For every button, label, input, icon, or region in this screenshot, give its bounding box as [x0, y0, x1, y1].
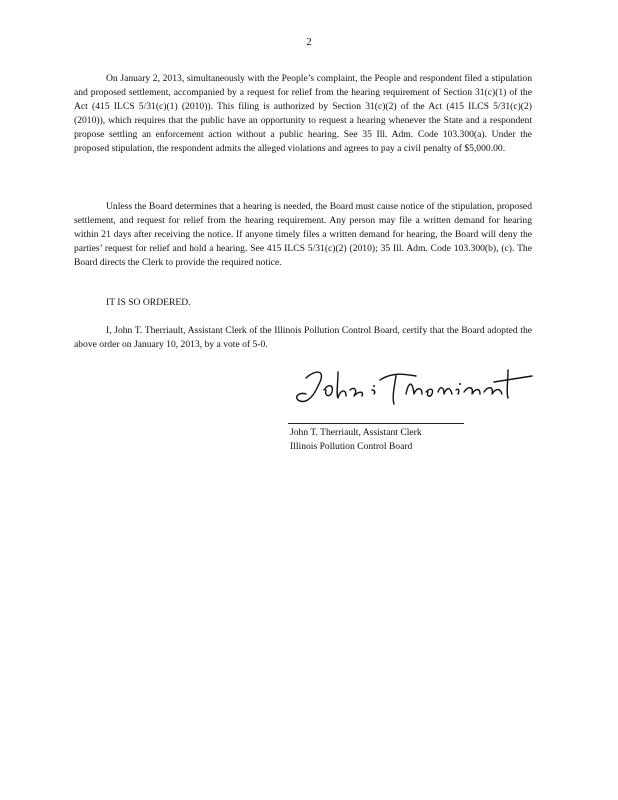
- signature-line: [288, 423, 464, 424]
- signer-organization: Illinois Pollution Control Board: [290, 440, 413, 452]
- paragraph-certification: I, John T. Therriault, Assistant Clerk of the Illinois Pollution Control Board, certify that the Board adopted the above order on January 10, 2013, by a vote of 5-0.: [74, 325, 532, 350]
- signer-name: John T. Therriault, Assistant Clerk: [290, 427, 422, 438]
- page-number: 2: [306, 36, 312, 48]
- paragraph-so-ordered: IT IS SO ORDERED.: [106, 297, 191, 308]
- signer-block: [290, 426, 490, 453]
- signature-icon: [288, 360, 538, 422]
- handwritten-signature: [288, 360, 538, 422]
- paragraph-notice: Unless the Board determines that a hearing is needed, the Board must cause notice of the stipulation, proposed settlement, and request for relief from the hearing requirement. Any person may file a written demand for hearing within 21 days after receiving the notice. If anyone timely files a written demand for hearing, the Board will deny the parties’ request for relief and hold a hearing. See 415 ILCS 5/31(c)(2) (2010); 35 Ill. Adm. Code 103.300(b), (c). The Board directs the Clerk to provide the required notice.: [74, 201, 532, 268]
- paragraph-stipulation: On January 2, 2013, simultaneously with the People’s complaint, the People and respondent filed a stipulation and proposed settlement, accompanied by a request for relief from the hearing requirement of Section 31(c)(1) of the Act (415 ILCS 5/31(c)(1) (2010)). This filing is authorized by Section 31(c)(2) of the Act (415 ILCS 5/31(c)(2) (2010)), which requires that the public have an opportunity to request a hearing whenever the State and a respondent propose settling an enforcement action without a public hearing. See 35 Ill. Adm. Code 103.300(a). Under the proposed stipulation, the respondent admits the alleged violations and agrees to pay a civil penalty of $5,000.00.: [74, 73, 532, 154]
